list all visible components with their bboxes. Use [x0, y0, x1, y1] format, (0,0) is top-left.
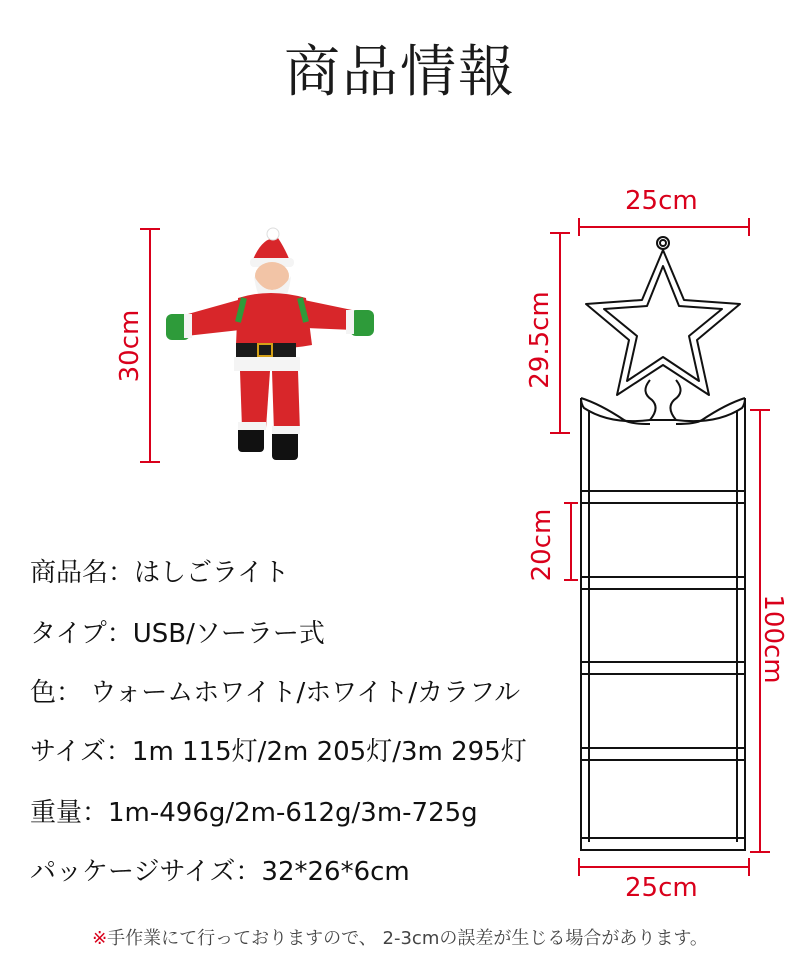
spec-type: タイプ：USB/ソーラー式: [30, 619, 325, 649]
note-mark: ※: [92, 928, 108, 949]
ladder-bottom-width-label: 25cm: [625, 873, 698, 903]
spec-size: サイズ：1m 115灯/2m 205灯/3m 295灯: [30, 737, 527, 767]
spec-product-name: 商品名：はしごライト: [30, 558, 290, 588]
star-ornament: [586, 237, 740, 420]
spec-package-size: パッケージサイズ：32*26*6cm: [30, 857, 410, 887]
step-height-line: [564, 503, 578, 580]
spec-weight: 重量：1m-496g/2m-612g/3m-725g: [30, 798, 478, 828]
star-height-label: 29.5cm: [525, 291, 555, 389]
ladder-top-width-line: [579, 218, 749, 236]
note-text: 手作業にて行っておりますので、 2-3cmの誤差が生じる場合があります。: [107, 928, 708, 949]
error-margin-note: [0, 924, 800, 950]
step-height-label: 20cm: [527, 508, 557, 582]
total-height-label: 100cm: [758, 594, 788, 684]
ladder-top-width-label: 25cm: [625, 186, 698, 216]
santa-height-label: 30cm: [115, 309, 145, 383]
spec-color: 色： ウォームホワイト/ホワイト/カラフル: [30, 678, 521, 708]
ladder-body: [581, 398, 745, 850]
page-title: 商品情報: [284, 40, 516, 105]
santa-figure: [166, 228, 374, 460]
